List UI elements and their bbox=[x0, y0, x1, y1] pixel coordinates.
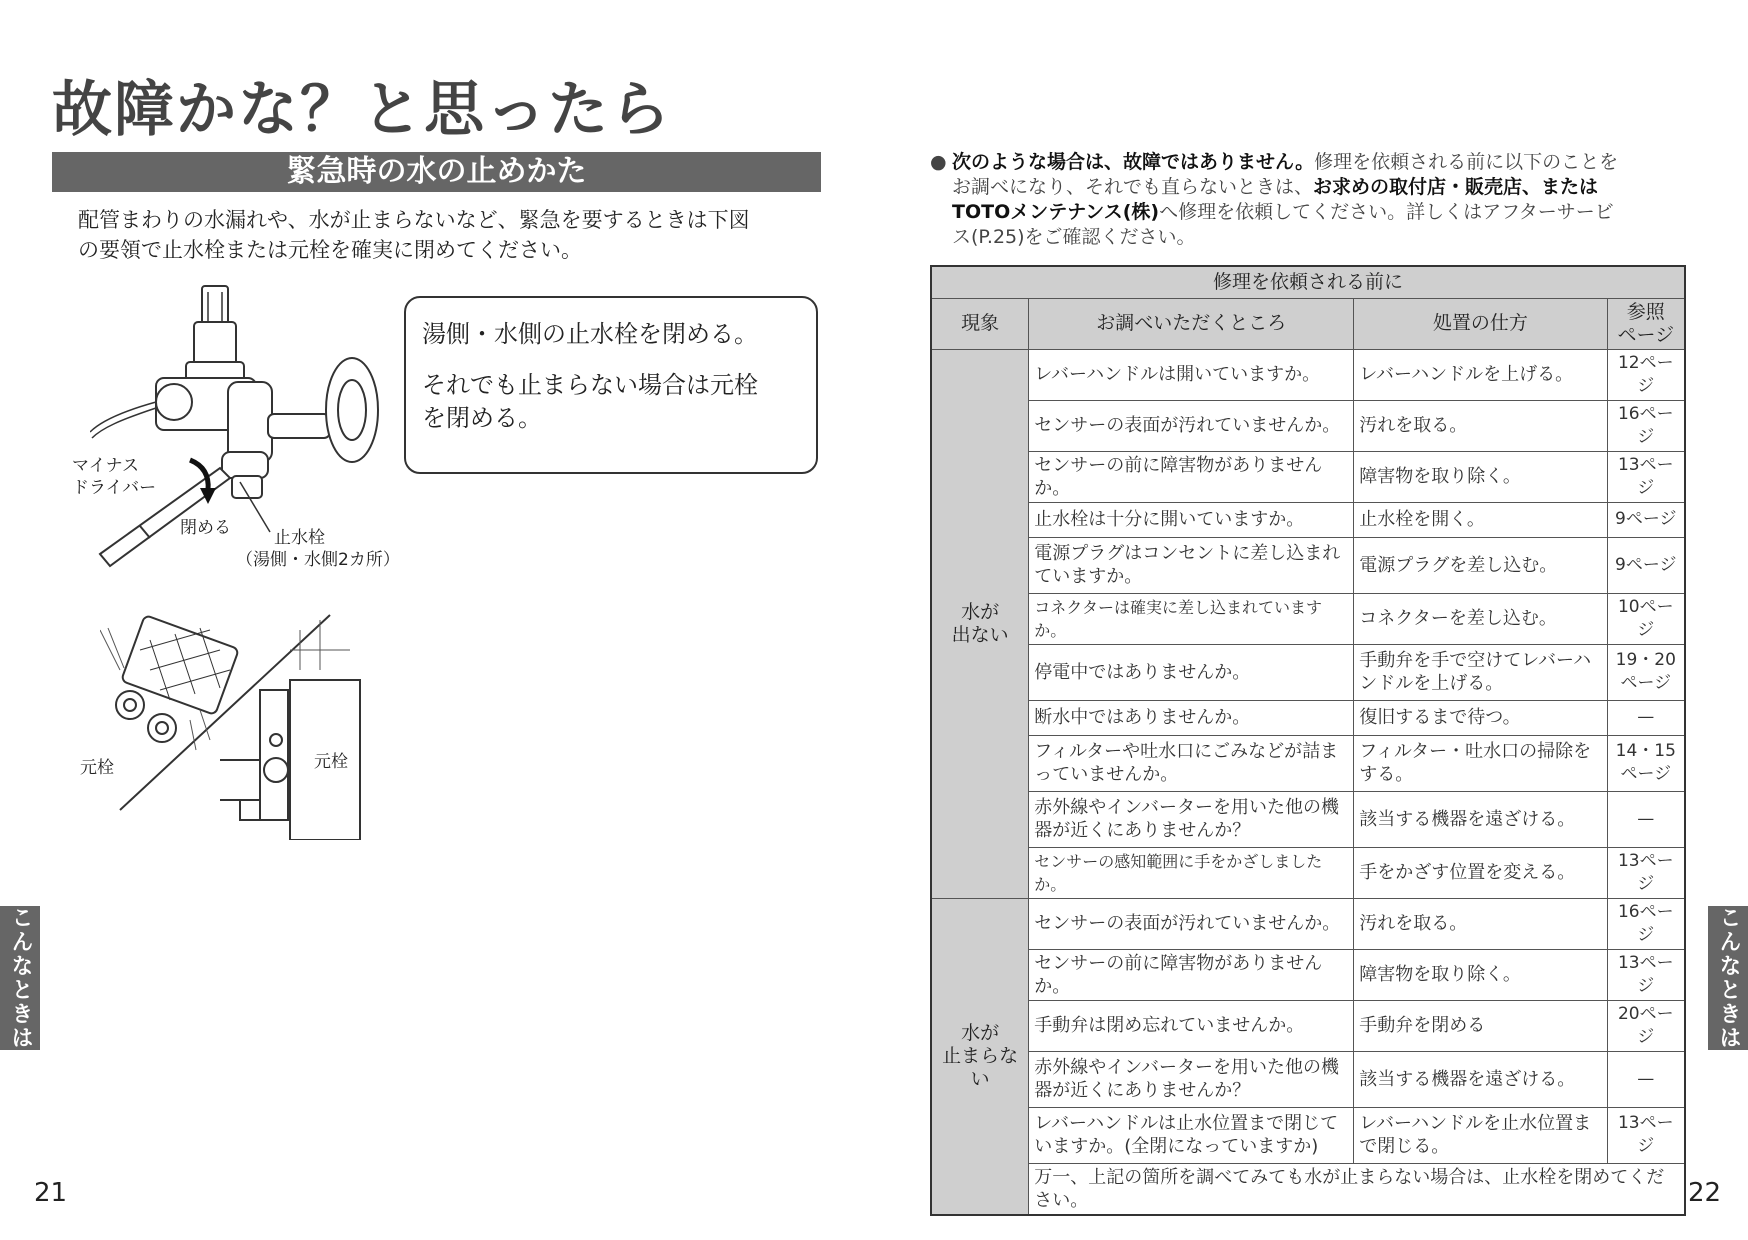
page-cell: 14・15ページ bbox=[1607, 735, 1685, 791]
check-cell: 手動弁は閉め忘れていませんか。 bbox=[1029, 1000, 1354, 1051]
notice-bold-1: 次のような場合は、故障ではありません。 bbox=[952, 151, 1315, 173]
action-cell: 汚れを取る。 bbox=[1354, 898, 1607, 949]
header-action: 処置の仕方 bbox=[1354, 298, 1607, 349]
check-cell: フィルターや吐水口にごみなどが詰まっていませんか。 bbox=[1029, 735, 1354, 791]
intro-line-1: 配管まわりの水漏れや、水が止まらないなど、緊急を要するときは下図 bbox=[78, 208, 750, 232]
page-cell: 19・20ページ bbox=[1607, 644, 1685, 700]
notice-text bbox=[930, 150, 1686, 250]
label-stop-valve-note: （湯側・水側2カ所） bbox=[236, 550, 400, 570]
symptom-water-wont-stop bbox=[931, 898, 1029, 1215]
check-cell: 赤外線やインバーターを用いた他の機器が近くにありませんか？ bbox=[1029, 791, 1354, 847]
check-cell: レバーハンドルは止水位置まで閉じていますか。(全閉になっていますか) bbox=[1029, 1107, 1354, 1163]
check-cell: センサーの前に障害物がありませんか。 bbox=[1029, 949, 1354, 1000]
callout-line-1: 湯側・水側の止水栓を閉める。 bbox=[422, 320, 758, 348]
section-title-bar: 緊急時の水の止めかた bbox=[52, 152, 821, 192]
page-cell: 16ページ bbox=[1607, 898, 1685, 949]
page-title: 故障かな？と思ったら bbox=[52, 75, 672, 145]
action-cell: 止水栓を開く。 bbox=[1354, 502, 1607, 537]
page-number-left: 21 bbox=[34, 1178, 68, 1208]
side-tab-left: こんなときは bbox=[0, 906, 40, 1050]
notice-text-4: ス(P.25)をご確認ください。 bbox=[952, 226, 1196, 248]
action-cell: フィルター・吐水口の掃除をする。 bbox=[1354, 735, 1607, 791]
check-cell: 赤外線やインバーターを用いた他の機器が近くにありませんか？ bbox=[1029, 1051, 1354, 1107]
label-main-valve-right: 元栓 bbox=[314, 752, 348, 772]
header-page bbox=[1607, 298, 1685, 349]
table-row bbox=[931, 400, 1685, 451]
label-stop-valve: 止水栓 bbox=[274, 528, 325, 548]
label-close: 閉める bbox=[180, 518, 231, 538]
page-cell: 13ページ bbox=[1607, 847, 1685, 898]
troubleshooting-table bbox=[930, 265, 1686, 1216]
header-symptom: 現象 bbox=[931, 298, 1029, 349]
page-cell: 9ページ bbox=[1607, 502, 1685, 537]
action-cell: 復旧するまで待つ。 bbox=[1354, 700, 1607, 735]
table-row bbox=[931, 451, 1685, 502]
table-row bbox=[931, 593, 1685, 644]
check-cell: センサーの前に障害物がありませんか。 bbox=[1029, 451, 1354, 502]
action-cell: 手をかざす位置を変える。 bbox=[1354, 847, 1607, 898]
action-cell: 手動弁を手で空けてレバーハンドルを上げる。 bbox=[1354, 644, 1607, 700]
symptom-wont-stop-line-1: 水が bbox=[961, 1021, 1000, 1044]
intro-line-2: の要領で止水栓または元栓を確実に閉めてください。 bbox=[78, 238, 582, 262]
check-cell: センサーの表面が汚れていませんか。 bbox=[1029, 898, 1354, 949]
action-cell: 手動弁を閉める bbox=[1354, 1000, 1607, 1051]
table-row bbox=[931, 537, 1685, 593]
action-cell: 障害物を取り除く。 bbox=[1354, 451, 1607, 502]
page-cell: 10ページ bbox=[1607, 593, 1685, 644]
intro-text bbox=[78, 205, 818, 265]
callout-line-3: を閉める。 bbox=[422, 404, 542, 432]
page-cell: 16ページ bbox=[1607, 400, 1685, 451]
page-cell: — bbox=[1607, 1051, 1685, 1107]
bullet-icon: ● bbox=[930, 151, 947, 173]
table-row bbox=[931, 349, 1685, 400]
notice-text-3: へ修理を依頼してください。詳しくはアフターサービ bbox=[1159, 201, 1614, 223]
side-tab-right: こんなときは bbox=[1708, 906, 1748, 1050]
check-cell: センサーの表面が汚れていませんか。 bbox=[1029, 400, 1354, 451]
action-cell: レバーハンドルを上げる。 bbox=[1354, 349, 1607, 400]
final-note: 万一、上記の箇所を調べてみても水が止まらない場合は、止水栓を閉めてください。 bbox=[1029, 1163, 1685, 1215]
table-row bbox=[931, 847, 1685, 898]
symptom-wont-stop-line-2: 止まらない bbox=[942, 1044, 1019, 1090]
action-cell: コネクターを差し込む。 bbox=[1354, 593, 1607, 644]
table-row bbox=[931, 949, 1685, 1000]
table-row bbox=[931, 791, 1685, 847]
check-cell: レバーハンドルは開いていますか。 bbox=[1029, 349, 1354, 400]
symptom-no-water-line-1: 水が bbox=[961, 600, 1000, 623]
page-cell: 20ページ bbox=[1607, 1000, 1685, 1051]
notice-text-2: お調べになり、それでも直らないときは、 bbox=[952, 176, 1314, 198]
callout-line-2: それでも止まらない場合は元栓 bbox=[422, 371, 758, 399]
notice-bold-2: お求めの取付店・販売店、または bbox=[1313, 176, 1599, 198]
header-check: お調べいただくところ bbox=[1029, 298, 1354, 349]
table-row bbox=[931, 1107, 1685, 1163]
check-cell: 止水栓は十分に開いていますか。 bbox=[1029, 502, 1354, 537]
page-cell: — bbox=[1607, 791, 1685, 847]
action-cell: 汚れを取る。 bbox=[1354, 400, 1607, 451]
label-driver: ドライバー bbox=[72, 478, 157, 498]
table-row bbox=[931, 1000, 1685, 1051]
page-cell: 13ページ bbox=[1607, 949, 1685, 1000]
table-row bbox=[931, 735, 1685, 791]
table-row bbox=[931, 898, 1685, 949]
table-caption: 修理を依頼される前に bbox=[931, 266, 1685, 298]
notice-bold-3: TOTOメンテナンス(株) bbox=[952, 201, 1160, 223]
header-page-line-2: ページ bbox=[1617, 323, 1675, 346]
action-cell: 該当する機器を遠ざける。 bbox=[1354, 1051, 1607, 1107]
table-row bbox=[931, 1163, 1685, 1215]
table-row bbox=[931, 700, 1685, 735]
check-cell: 電源プラグはコンセントに差し込まれていますか。 bbox=[1029, 537, 1354, 593]
action-cell: レバーハンドルを止水位置まで閉じる。 bbox=[1354, 1107, 1607, 1163]
notice-text-1: 修理を依頼される前に以下のことを bbox=[1314, 151, 1619, 173]
check-cell: センサーの感知範囲に手をかざしましたか。 bbox=[1029, 847, 1354, 898]
header-page-line-1: 参照 bbox=[1626, 300, 1665, 323]
table-row bbox=[931, 502, 1685, 537]
stop-valve-illustration bbox=[90, 282, 410, 582]
check-cell: コネクターは確実に差し込まれていますか。 bbox=[1029, 593, 1354, 644]
symptom-no-water bbox=[931, 349, 1029, 898]
check-cell: 停電中ではありませんか。 bbox=[1029, 644, 1354, 700]
table-row bbox=[931, 644, 1685, 700]
main-valve-illustration bbox=[100, 610, 380, 840]
page-cell: 9ページ bbox=[1607, 537, 1685, 593]
table-row bbox=[931, 1051, 1685, 1107]
page-cell: 13ページ bbox=[1607, 1107, 1685, 1163]
page-cell: 13ページ bbox=[1607, 451, 1685, 502]
page-cell: — bbox=[1607, 700, 1685, 735]
label-minus: マイナス bbox=[72, 456, 139, 476]
page-number-right: 22 bbox=[1688, 1178, 1722, 1208]
action-cell: 障害物を取り除く。 bbox=[1354, 949, 1607, 1000]
instruction-callout bbox=[404, 296, 818, 474]
label-main-valve-left: 元栓 bbox=[80, 758, 114, 778]
action-cell: 電源プラグを差し込む。 bbox=[1354, 537, 1607, 593]
page-cell: 12ページ bbox=[1607, 349, 1685, 400]
check-cell: 断水中ではありませんか。 bbox=[1029, 700, 1354, 735]
action-cell: 該当する機器を遠ざける。 bbox=[1354, 791, 1607, 847]
symptom-no-water-line-2: 出ない bbox=[951, 623, 1009, 646]
